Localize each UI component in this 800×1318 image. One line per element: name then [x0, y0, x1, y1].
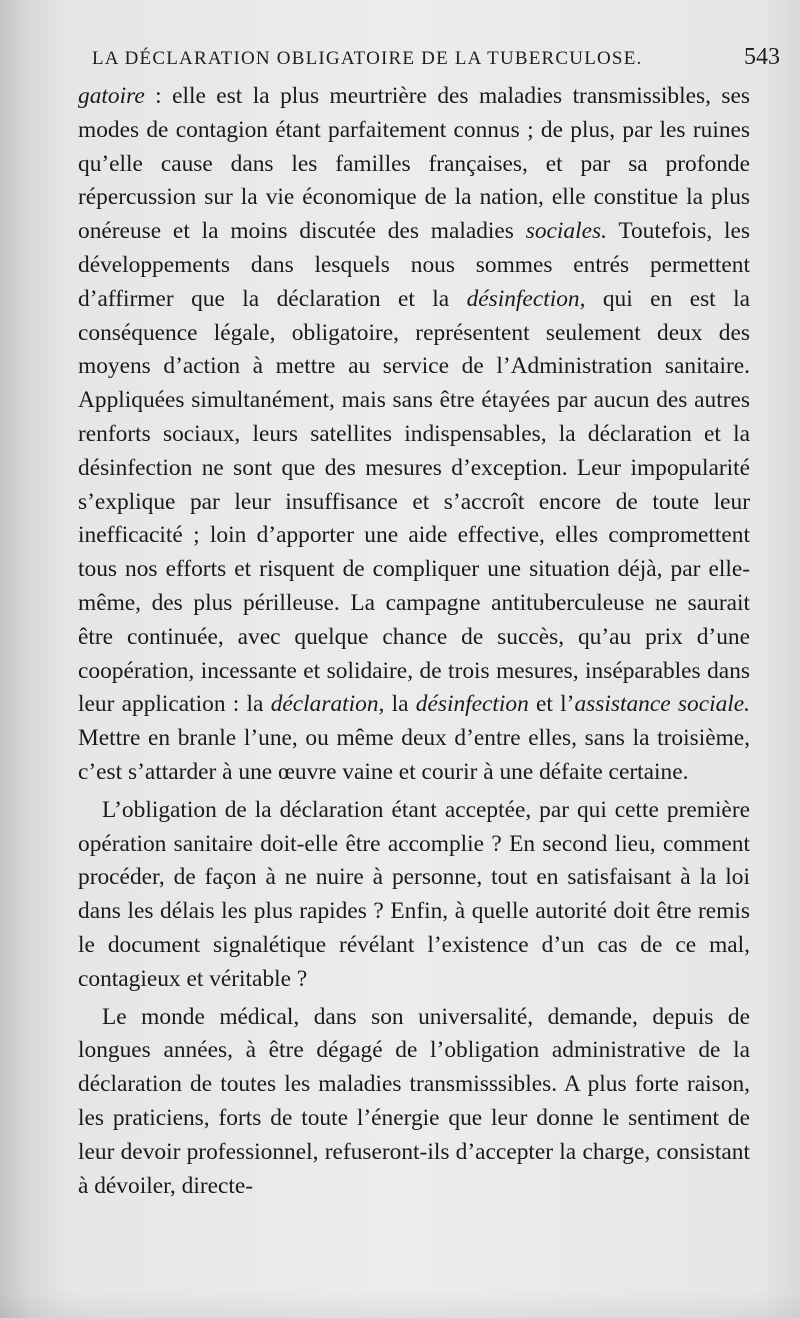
paragraph-1-text-b: Toutefois, les développements dans lesquels nous sommes entrés permettent d’affirmer que la déclaration et la: [78, 218, 750, 312]
page-number: 543: [744, 44, 780, 70]
paragraph-1-italic-gatoire: gatoire: [78, 83, 145, 109]
body-text: [78, 80, 750, 1203]
paragraph-1: [78, 80, 750, 790]
paragraph-2: L’obligation de la déclaration étant acceptée, par qui cette première opération sanitaire doit-elle être accomplie ? En second lieu, comment procéder, de façon à ne nuire à personne, tout en satisfaisant à la loi dans les délais les plus rapides ? Enfin, à quelle autorité doit être remis le document signalétique révélant l’existence d’un cas de ce mal, contagieux et véritable ?: [78, 796, 750, 992]
paragraph-3: Le monde médical, dans son universalité, demande, depuis de longues années, à être dégagé de l’obligation administrative de la déclaration de toutes les maladies transmisssibles. A plus forte raison, les praticiens, forts de toute l’énergie que leur donne le sentiment de leur devoir professionnel, refuseront-ils d’accepter la charge, consistant à dévoiler, directe-: [78, 1003, 750, 1199]
running-head: [92, 44, 780, 78]
running-title: LA DÉCLARATION OBLIGATOIRE DE LA TUBERCULOSE.: [92, 48, 643, 69]
paragraph-1-text-d: la: [384, 691, 416, 718]
paragraph-1-italic-assistance-sociale: assistance sociale.: [574, 691, 750, 718]
paragraph-1-text-c: qui en est la conséquence légale, obligatoire, représentent seulement deux des moyens d’action à mettre au service de l’Administration sanitaire. Appliquées simultanément, mais sans être étayées par aucun des autres renforts sociaux, leurs satellites indispensables, la déclaration et la désinfection ne sont que des mesures d’exception. Leur impopularité s’explique par leur insuffisance et s’accroît encore de toute leur inefficacité ; loin d’apporter une aide effective, elles compromettent tous nos efforts et risquent de compliquer une situation déjà, par elle-même, des plus périlleuse. La campagne antituberculeuse ne saurait être continuée, avec quelque chance de succès, qu’au prix d’une coopération, incessante et solidaire, de trois mesures, inséparables dans leur application : la: [78, 285, 750, 718]
paragraph-1-text-f: Mettre en branle l’une, ou même deux d’entre elles, sans la troisième, c’est s’attarder à une œuvre vaine et courir à une défaite certaine.: [78, 725, 750, 785]
paragraph-1-text-e: et l’: [528, 691, 575, 718]
paragraph-1-text-a: : elle est la plus meurtrière des maladies transmissibles, ses modes de contagion étant parfaitement connus ; de plus, par les ruines qu’elle cause dans les familles françaises, et par sa profonde répercussion sur la vie économique de la nation, elle constitue la plus onéreuse et la moins discutée des maladies: [78, 83, 750, 245]
paragraph-1-italic-desinfection-2: désinfection: [415, 691, 529, 718]
paragraph-1-italic-declaration: déclaration,: [270, 691, 385, 718]
paragraph-1-italic-sociales: sociales.: [525, 218, 607, 245]
paragraph-1-italic-desinfection: désinfection,: [466, 285, 586, 312]
